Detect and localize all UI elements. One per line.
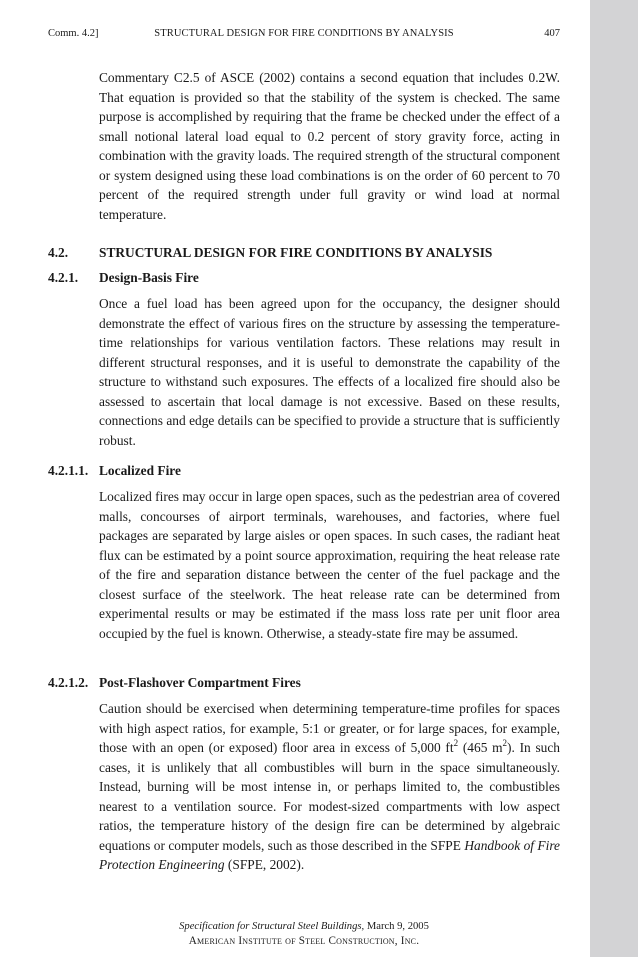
footer-citation <box>48 920 560 934</box>
section-heading-4-2-1 <box>48 268 560 288</box>
section-number: 4.2.1.2. <box>48 675 89 690</box>
paragraph-text: ). In such cases, it is unlikely that all combustibles will burn in the space simultaneously. Instead, burning will be most intense in, or perhaps limited to, the combustibles nearest to a ventilation source. For modest-sized compartments with low aspect ratios, the temperature history of the design fire can be determined by algebraic equations or computer models, such as those described in the SFPE <box>99 740 560 853</box>
superscript-exponent: 2 <box>453 737 459 748</box>
section-heading-4-2 <box>48 243 560 263</box>
post-flashover-paragraph <box>99 699 560 875</box>
footer-publisher: American Institute of Steel Construction, Inc. <box>188 935 420 947</box>
header-chapter-title: STRUCTURAL DESIGN FOR FIRE CONDITIONS BY ANALYSIS <box>154 28 454 39</box>
footer-date: March 9, 2005 <box>364 921 429 932</box>
running-header <box>48 27 560 41</box>
section-title: STRUCTURAL DESIGN FOR FIRE CONDITIONS BY ANALYSIS <box>99 245 493 260</box>
section-number: 4.2. <box>48 245 69 260</box>
handbook-reference-title: Handbook of Fire Protection Engineering <box>99 837 560 872</box>
section-heading-4-2-1-2 <box>48 673 560 693</box>
page-edge-strip <box>590 0 638 957</box>
section-number: 4.2.1.1. <box>48 463 89 478</box>
section-title: Design-Basis Fire <box>99 270 199 285</box>
page-number: 407 <box>544 28 560 39</box>
footer-spec-title: Specification for Structural Steel Buildings, <box>179 921 365 932</box>
design-basis-fire-paragraph: Once a fuel load has been agreed upon for the occupancy, the designer should demonstrate the effect of various fires on the structure by assessing the temperature-time relationships for various ventilation factors. These relations may result in different structural responses, and it is useful to demonstrate the capability of the structure to withstand such exposures. The effects of a localized fire should also be assessed to ascertain that local damage is not excessive. Based on these results, connections and edge details can be specified to provide a structure that is sufficiently robust. <box>99 296 560 448</box>
superscript-exponent: 2 <box>502 737 508 748</box>
paragraph-text: Caution should be exercised when determining temperature-time profiles for spaces with high aspect ratios, for example, 5:1 or greater, or for large spaces, for example, those with an open (or exposed) floor area in excess of 5,000 ft <box>99 701 560 755</box>
localized-fire-paragraph: Localized fires may occur in large open spaces, such as the pedestrian area of covered malls, concourses of airport terminals, warehouses, and factories, where fuel packages are separated by large aisles or open spaces. In such cases, the radiant heat flux can be estimated by a point source approximation, requiring the heat release rate of the fire and separation distance between the center of the fuel package and the closest surface of the steelwork. The heat release rate can be determined from experimental results or may be estimated if the mass loss rate per unit floor area occupied by the fuel is known. Otherwise, a steady-state fire may be assumed. <box>99 489 560 641</box>
header-section-ref: Comm. 4.2] <box>48 28 99 39</box>
section-number: 4.2.1. <box>48 270 79 285</box>
section-title: Post-Flashover Compartment Fires <box>99 675 301 690</box>
paragraph-text: (SFPE, 2002). <box>224 857 305 872</box>
section-heading-4-2-1-1 <box>48 461 560 481</box>
page-footer <box>48 920 560 948</box>
paragraph-text: (465 m <box>458 740 503 755</box>
intro-paragraph: Commentary C2.5 of ASCE (2002) contains a second equation that includes 0.2W. That equation is provided so that the stability of the system is checked. The same purpose is accomplished by requiring that the frame be checked under the effect of a small notional lateral load equal to 0.2 percent of story gravity force, acting in combination with the gravity loads. The required strength of the structural component or system designed using these load combinations is on the order of 60 percent to 70 percent of the required strength under full gravity or wind load at normal temperature. <box>99 70 560 222</box>
section-title: Localized Fire <box>99 463 181 478</box>
